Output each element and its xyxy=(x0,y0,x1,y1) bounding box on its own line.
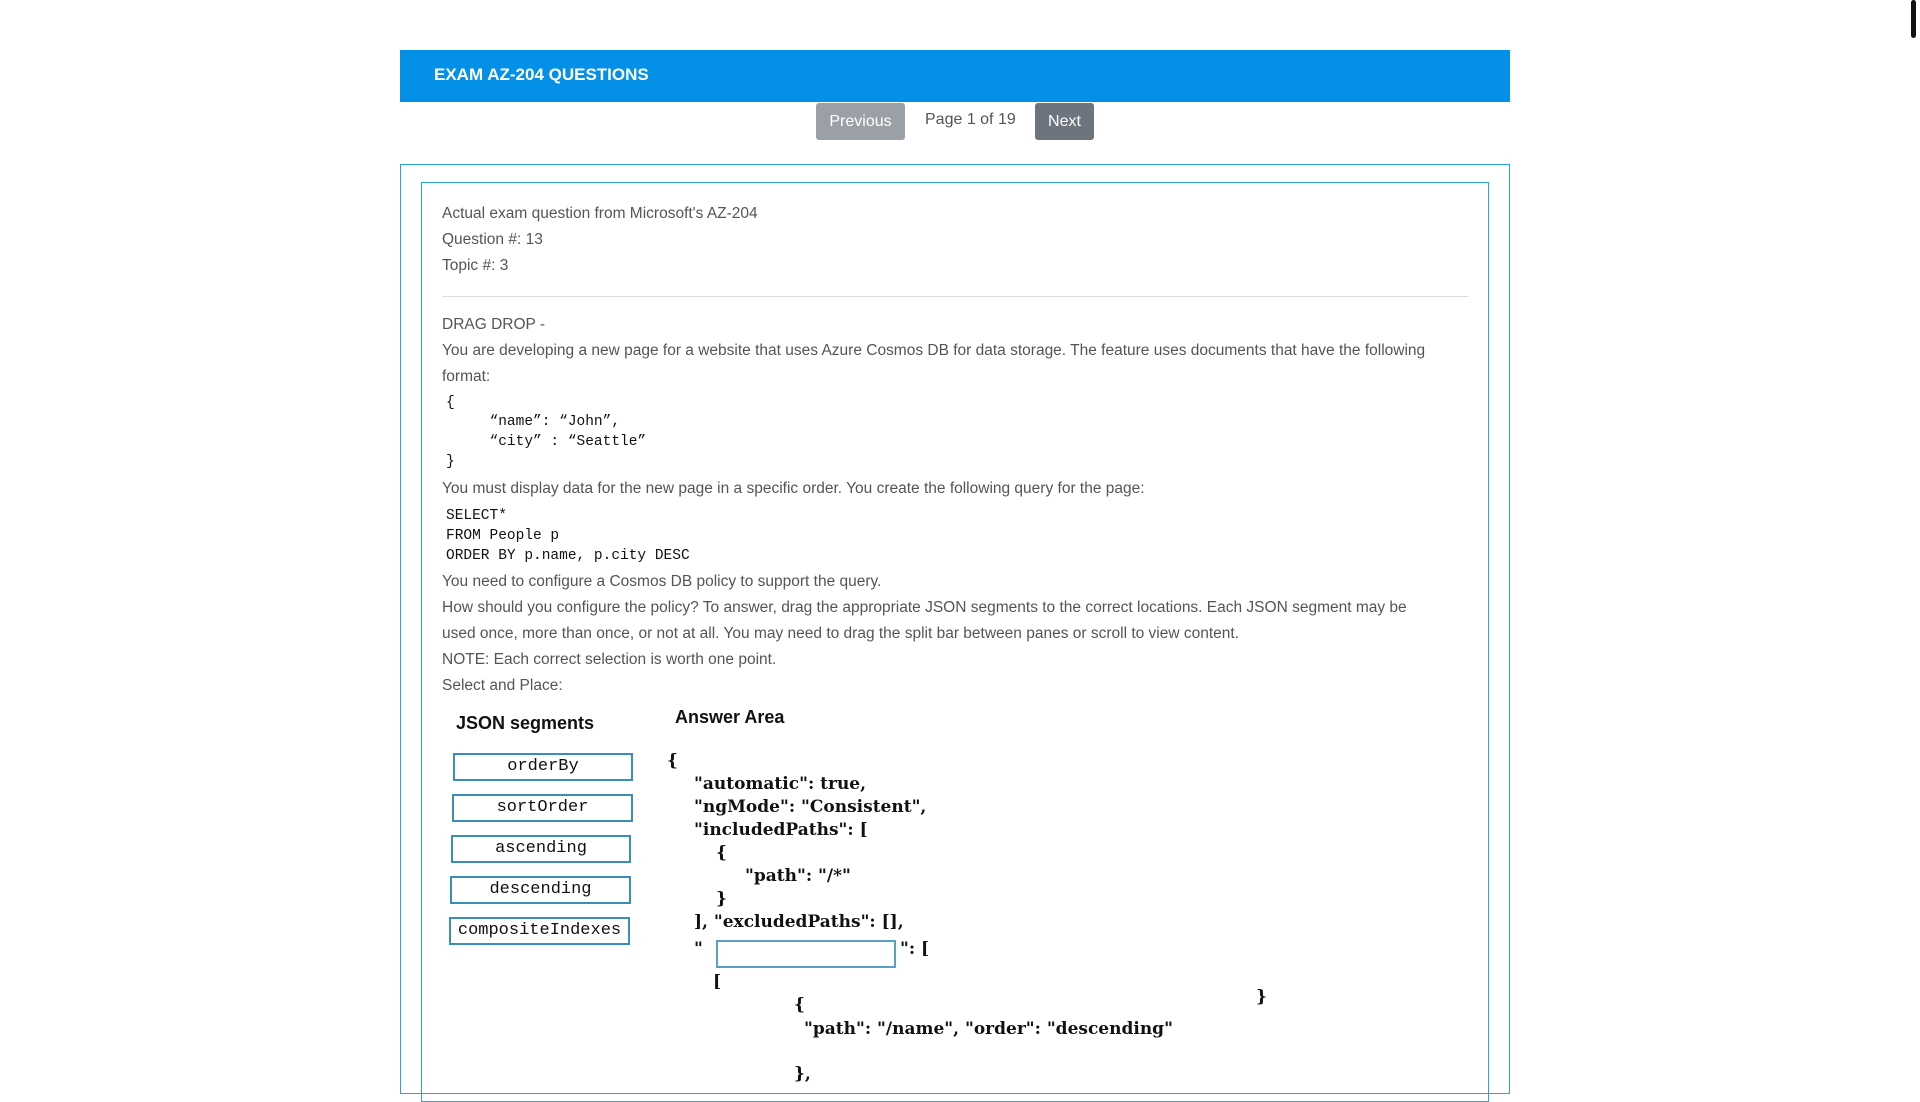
answer-line-1: { xyxy=(667,751,678,771)
segment-descending[interactable]: descending xyxy=(450,876,631,904)
query-line-2: FROM People p xyxy=(446,528,560,544)
answer-line-2: "automatic": true, xyxy=(694,774,867,794)
segment-sortorder[interactable]: sortOrder xyxy=(452,794,633,822)
how-line2: used once, more than once, or not at all. You may need to drag the split bar between panes or scroll to view content. xyxy=(442,625,1240,642)
segment-compositeindexes[interactable]: compositeIndexes xyxy=(449,917,630,945)
answer-area-title: Answer Area xyxy=(675,707,785,727)
answer-line-8: ], "excludedPaths": [], xyxy=(694,912,904,932)
next-button[interactable]: Next xyxy=(1035,103,1094,140)
answer-line-12: } xyxy=(1256,987,1267,1007)
answer-line-13: { xyxy=(794,995,805,1015)
question-source: Actual exam question from Microsoft's AZ-204 xyxy=(442,205,758,222)
answer-line-11: [ xyxy=(713,972,722,992)
doc-line-1: { xyxy=(446,395,455,411)
drop-target-box[interactable] xyxy=(716,940,896,968)
exam-header xyxy=(400,50,1510,102)
previous-button[interactable]: Previous xyxy=(816,103,905,140)
answer-line-14: "path": "/name", "order": "descending" xyxy=(804,1019,1173,1039)
question-type: DRAG DROP - xyxy=(442,316,546,333)
query-intro: You must display data for the new page in a specific order. You create the following query for the page: xyxy=(442,480,1145,497)
query-line-3: ORDER BY p.name, p.city DESC xyxy=(446,548,690,564)
answer-line-6: "path": "/*" xyxy=(745,866,851,886)
question-topic: Topic #: 3 xyxy=(442,257,509,274)
exam-title: EXAM AZ-204 QUESTIONS xyxy=(434,65,649,84)
question-number: Question #: 13 xyxy=(442,231,543,248)
answer-line-3: "ngMode": "Consistent", xyxy=(694,797,927,817)
select-place-label: Select and Place: xyxy=(442,677,563,694)
answer-line-4: "includedPaths": [ xyxy=(694,820,868,840)
divider xyxy=(442,296,1468,297)
query-line-1: SELECT* xyxy=(446,508,507,524)
answer-line-7: } xyxy=(716,889,727,909)
how-line1: How should you configure the policy? To answer, drag the appropriate JSON segments to the correct locations. Each JSON segment may be xyxy=(442,599,1407,616)
answer-line-15: }, xyxy=(794,1064,811,1084)
segment-ascending[interactable]: ascending xyxy=(451,835,631,863)
doc-line-3: “city” : “Seattle” xyxy=(446,434,647,450)
json-segments-title: JSON segments xyxy=(456,713,595,733)
answer-line-10: ": [ xyxy=(900,939,930,959)
doc-line-2: “name”: “John”, xyxy=(446,414,621,430)
page-scrollbar[interactable] xyxy=(1911,0,1916,38)
question-intro-line2: format: xyxy=(442,368,491,385)
question-intro-line1: You are developing a new page for a website that uses Azure Cosmos DB for data storage. The feature uses documents that have the following xyxy=(442,342,1426,359)
note-text: NOTE: Each correct selection is worth one point. xyxy=(442,651,777,668)
answer-line-5: { xyxy=(716,843,727,863)
segment-orderby[interactable]: orderBy xyxy=(453,753,633,781)
need-text: You need to configure a Cosmos DB policy to support the query. xyxy=(442,573,882,590)
page-indicator: Page 1 of 19 xyxy=(925,111,1016,128)
doc-line-4: } xyxy=(446,454,455,470)
answer-line-9: " xyxy=(694,939,703,959)
